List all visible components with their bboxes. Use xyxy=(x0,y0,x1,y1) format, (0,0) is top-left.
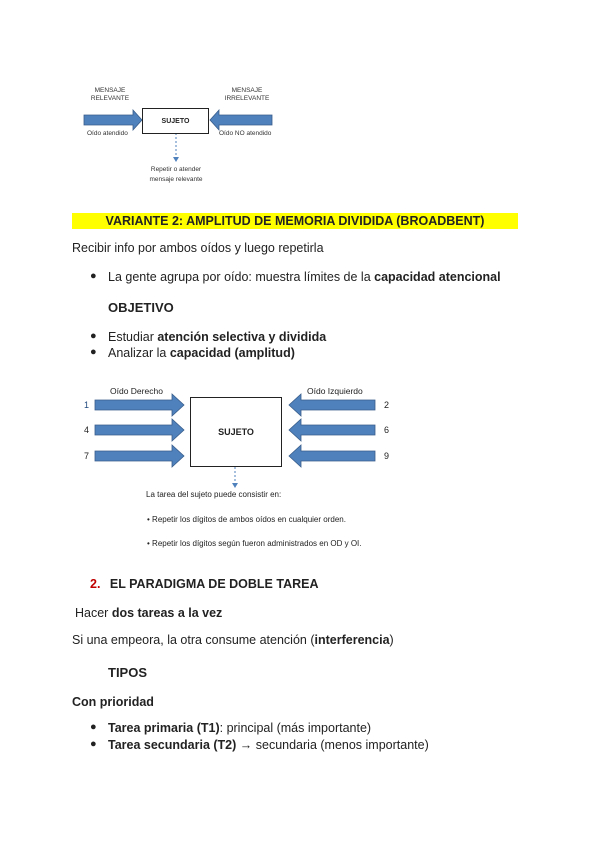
subject-box xyxy=(142,108,209,134)
bullet-text: Analizar la xyxy=(108,346,170,360)
task-bullet-icon: • xyxy=(147,539,150,548)
task-item xyxy=(147,539,361,548)
left-arrow-icon xyxy=(289,394,375,416)
section-heading xyxy=(90,577,319,591)
variant-heading: VARIANTE 2: AMPLITUD DE MEMORIA DIVIDIDA (BROADBENT) xyxy=(105,214,485,228)
bullet-text: → secundaria (menos importante) xyxy=(236,738,429,752)
interference-bold: interferencia xyxy=(314,633,390,647)
bullet-icon: ● xyxy=(90,270,97,282)
list-item xyxy=(90,270,501,284)
right-message-label: MENSAJE IRRELEVANTE xyxy=(224,87,270,102)
right-ear-title: Oído Derecho xyxy=(110,386,163,396)
task-title: La tarea del sujeto puede consistir en: xyxy=(146,490,282,499)
bullet-icon: ● xyxy=(90,738,97,750)
diagram1-arrows xyxy=(0,0,600,200)
task-item-text: Repetir los dígitos según fueron administrados en OD y OI. xyxy=(152,539,362,548)
bullet-bold: capacidad (amplitud) xyxy=(169,346,295,360)
objetivo-heading: OBJETIVO xyxy=(108,300,174,315)
interference-pre: Si una empeora, la otra consume atención ( xyxy=(72,633,315,647)
diagram2-arrows xyxy=(0,380,600,490)
bullet-bold: Tarea secundaria (T2) xyxy=(108,738,237,752)
right-arrow-icon xyxy=(84,110,142,130)
hacer-pre: Hacer xyxy=(75,606,112,620)
list-item xyxy=(90,721,372,735)
bullet-text: La gente agrupa por oído: muestra límites de la xyxy=(108,270,375,284)
right-number: 9 xyxy=(384,451,390,461)
intro-text: Recibir info por ambos oídos y luego repetirla xyxy=(72,241,324,255)
task-bullet-icon: • xyxy=(147,515,150,524)
left-arrow-icon xyxy=(210,110,272,130)
subject-box xyxy=(190,397,282,467)
left-ear-title: Oído Izquierdo xyxy=(307,386,363,396)
right-arrow-icon xyxy=(95,394,184,416)
bullet-icon: ● xyxy=(90,330,97,342)
bullet-icon: ● xyxy=(90,346,97,358)
bottom-note: Repetir o atender mensaje relevante xyxy=(149,166,203,183)
right-arrow-icon xyxy=(95,419,184,441)
list-item xyxy=(90,738,429,752)
bullet-icon: ● xyxy=(90,721,97,733)
bullet-text: Estudiar xyxy=(108,330,158,344)
left-number: 1 xyxy=(84,400,90,410)
subject-box-label: SUJETO xyxy=(218,427,254,437)
right-number: 2 xyxy=(384,400,390,410)
list-item xyxy=(90,346,295,360)
right-number: 6 xyxy=(384,425,390,435)
down-arrow-icon xyxy=(173,157,179,162)
list-item xyxy=(90,330,327,344)
bullet-text: : principal (más importante) xyxy=(219,721,372,735)
hacer-text xyxy=(75,606,222,620)
left-ear-sublabel: Oído atendido xyxy=(87,130,128,137)
interference-post: ) xyxy=(389,633,394,647)
con-prioridad-heading: Con prioridad xyxy=(72,695,154,709)
section-title: EL PARADIGMA DE DOBLE TAREA xyxy=(109,577,319,591)
bullet-bold: Tarea primaria (T1) xyxy=(108,721,220,735)
hacer-bold: dos tareas a la vez xyxy=(111,606,223,620)
section-number: 2. xyxy=(90,577,101,591)
tipos-heading: TIPOS xyxy=(108,665,148,680)
task-item-text: Repetir los dígitos de ambos oídos en cualquier orden. xyxy=(152,515,346,524)
right-ear-sublabel: Oído NO atendido xyxy=(219,130,272,137)
left-number: 4 xyxy=(84,425,90,435)
task-item xyxy=(147,515,346,524)
left-number: 7 xyxy=(84,451,90,461)
left-message-label: MENSAJE RELEVANTE xyxy=(90,87,130,102)
left-arrow-icon xyxy=(289,419,375,441)
right-arrow-icon xyxy=(95,445,184,467)
down-arrow-icon xyxy=(232,483,238,488)
subject-box-label: SUJETO xyxy=(161,117,190,125)
bullet-bold: atención selectiva y dividida xyxy=(157,330,327,344)
left-arrow-icon xyxy=(289,445,375,467)
interference-text xyxy=(72,633,394,647)
bullet-bold: capacidad atencional xyxy=(374,270,501,284)
